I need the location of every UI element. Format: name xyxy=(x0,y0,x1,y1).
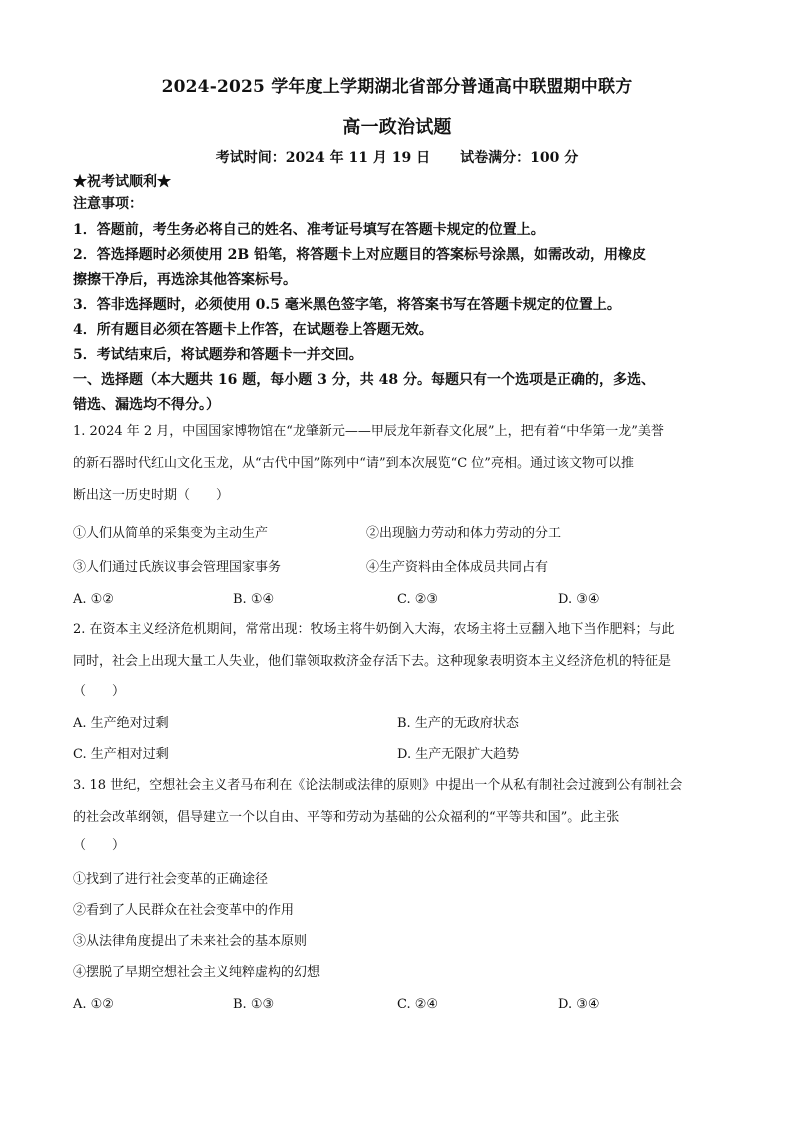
option-d: D. ③④ xyxy=(558,997,600,1012)
question-3-text: （ ） xyxy=(73,838,126,853)
statement-item: ①人们从简单的采集变为主动生产 xyxy=(73,526,269,541)
full-score: 试卷满分：100 分 xyxy=(460,150,579,166)
statement-item: ①找到了进行社会变革的正确途径 xyxy=(73,872,269,887)
option-a: A. 生产绝对过剩 xyxy=(73,716,169,731)
option-d: D. ③④ xyxy=(558,592,600,607)
question-2-text: 同时，社会上出现大量工人失业，他们靠领取救济金存活下去。这种现象表明资本主义经济危机的特征是 xyxy=(73,654,672,669)
section-heading: 一、选择题（本大题共 16 题，每小题 3 分，共 48 分。每题只有一个选项是正确的，多选、 xyxy=(73,372,655,388)
question-3-text: 3. 18 世纪，空想社会主义者马布利在《论法制或法律的原则》中提出一个从私有制社会过渡到公有制社会 xyxy=(73,778,683,793)
statement-item: ②看到了人民群众在社会变革中的作用 xyxy=(73,903,295,918)
statement-item: ③人们通过氏族议事会管理国家事务 xyxy=(73,560,282,575)
notice-item: 擦擦干净后，再选涂其他答案标号。 xyxy=(73,272,297,288)
question-2-text: 2. 在资本主义经济危机期间，常常出现：牧场主将牛奶倒入大海，农场主将土豆翻入地下当作肥料；与此 xyxy=(73,622,675,637)
notice-item: 3．答非选择题时，必须使用 0.5 毫米黑色签字笔，将答案书写在答题卡规定的位置上。 xyxy=(73,297,621,313)
option-b: B. ①④ xyxy=(233,592,275,607)
statement-item: ④生产资料由全体成员共同占有 xyxy=(366,560,549,575)
option-a: A. ①② xyxy=(73,592,114,607)
notice-item: 5．考试结束后，将试题券和答题卡一并交回。 xyxy=(73,347,363,363)
statement-item: ②出现脑力劳动和体力劳动的分工 xyxy=(366,526,562,541)
question-2-text: （ ） xyxy=(73,684,126,699)
question-1-text: 断出这一历史时期（ ） xyxy=(73,488,230,503)
notice-item: 1．答题前，考生务必将自己的姓名、准考证号填写在答题卡规定的位置上。 xyxy=(73,222,545,238)
exam-time: 考试时间：2024 年 11 月 19 日 xyxy=(215,150,431,166)
option-b: B. 生产的无政府状态 xyxy=(397,716,519,731)
notice-item: 4．所有题目必须在答题卡上作答，在试题卷上答题无效。 xyxy=(73,322,433,338)
notice-heading: 注意事项： xyxy=(73,196,143,212)
option-a: A. ①② xyxy=(73,997,114,1012)
option-c: C. 生产相对过剩 xyxy=(73,747,169,762)
option-c: C. ②④ xyxy=(397,997,439,1012)
section-heading-cont: 错选、漏选均不得分。） xyxy=(73,397,220,413)
statement-item: ④摆脱了早期空想社会主义纯粹虚构的幻想 xyxy=(73,965,321,980)
exam-title: 2024-2025 学年度上学期湖北省部分普通高中联盟期中联方 xyxy=(161,77,633,97)
notice-item: 2．答选择题时必须使用 2B 铅笔，将答题卡上对应题目的答案标号涂黑，如需改动，用橡皮 xyxy=(73,247,647,263)
question-1-text: 1. 2024 年 2 月，中国国家博物馆在“龙肇新元——甲辰龙年新春文化展”上，把有着“中华第一龙”美誉 xyxy=(73,424,664,439)
question-1-text: 的新石器时代红山文化玉龙，从“古代中国”陈列中“请”到本次展览“C 位”亮相。通过该文物可以推 xyxy=(73,456,634,471)
statement-item: ③从法律角度提出了未来社会的基本原则 xyxy=(73,934,308,949)
exam-subject-title: 高一政治试题 xyxy=(342,117,452,138)
option-b: B. ①③ xyxy=(233,997,275,1012)
question-3-text: 的社会改革纲领，倡导建立一个以自由、平等和劳动为基础的公众福利的“平等共和国”。此主张 xyxy=(73,810,620,825)
blessing-text: ★祝考试顺利★ xyxy=(73,174,171,190)
option-c: C. ②③ xyxy=(397,592,439,607)
exam-meta xyxy=(0,147,794,167)
option-d: D. 生产无限扩大趋势 xyxy=(397,747,520,762)
